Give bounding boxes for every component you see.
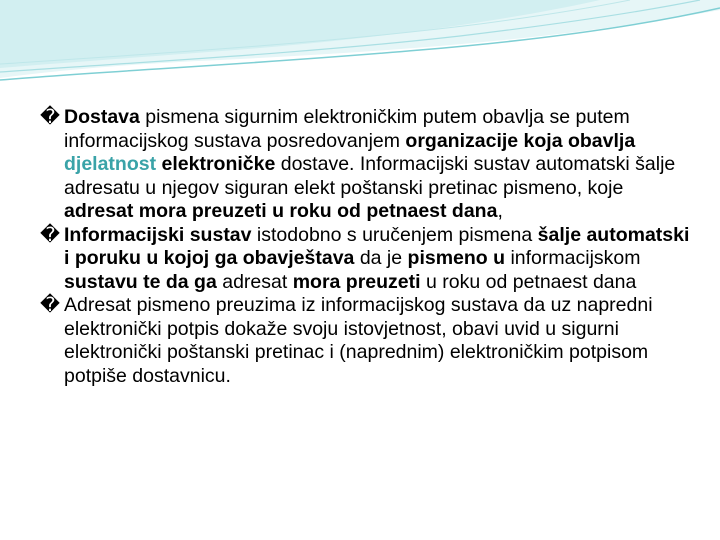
text-segment: dostave. Informacijski sustav automatski šalje adresatu u njegov siguran elekt poštanski pretinac pismeno, koje [64,153,676,199]
text-segment: mora preuzeti [292,270,421,293]
header-wave-decoration [0,0,720,92]
text-segment: organizacije koja obavlja [405,129,636,152]
text-segment: , [497,200,503,222]
text-segment: Informacijski sustav [64,223,252,246]
text-segment: Dostava [64,106,140,128]
text-segment: sustavu te da ga [64,270,217,293]
text-segment: Adresat pismeno preuzima iz informacijskog sustava da uz napredni elektronički potpis dokaže svoju istovjetnost, obavi uvid u sigurni elektronički poštanski pretinac i (naprednim) elektroničkim potpisom potpiše dostavnicu. [64,294,653,387]
text-segment: pismena sigurnim elektroničkim putem obavlja se putem informacijskog sustava posredovanjem [64,106,630,152]
text-segment: djelatnost [64,153,157,175]
text-segment: istodobno s uručenjem pismena [251,223,538,246]
paragraph-text [64,224,689,293]
text-segment: informacijskom [505,247,641,269]
bullet-glyph: � [40,223,60,246]
text-segment: pismeno u [407,247,506,269]
text-segment: elektroničke [156,153,276,175]
bullet-glyph: � [40,294,60,316]
paragraph-dostava [40,106,690,224]
text-segment: da je [354,247,408,269]
text-segment: adresat mora preuzeti u roku od petnaest dana [64,200,498,222]
paragraph-text [64,294,653,387]
bullet-glyph: � [40,106,60,128]
paragraph-adresat [40,294,690,388]
text-segment: adresat [216,270,293,293]
paragraph-text [64,106,675,222]
text-content [40,106,690,388]
text-segment: šalje automatski i poruku u kojoj ga obavještava [64,223,690,269]
paragraph-informacijski-sustav [40,224,690,295]
text-segment: u roku od petnaest dana [420,270,637,293]
